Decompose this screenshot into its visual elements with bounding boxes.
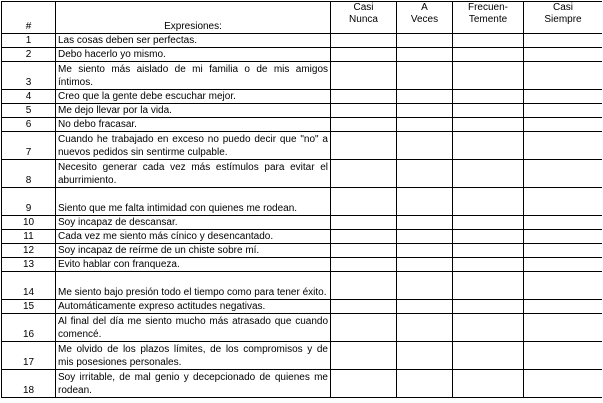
- table-row: [2, 104, 603, 118]
- row-expression: Me olvido de los plazos límites, de los compromisos y de mis posesiones personales.: [56, 342, 331, 370]
- header-a-veces: [397, 2, 453, 34]
- table-row: [2, 188, 603, 216]
- answer-cell-frecuentemente[interactable]: [453, 370, 524, 398]
- row-number: 7: [2, 132, 56, 160]
- answer-cell-casi-siempre[interactable]: [524, 118, 603, 132]
- row-number: 13: [2, 258, 56, 272]
- row-number: 3: [2, 62, 56, 90]
- answer-cell-a-veces[interactable]: [397, 104, 453, 118]
- row-expression: Soy incapaz de descansar.: [56, 216, 331, 230]
- answer-cell-casi-nunca[interactable]: [331, 90, 397, 104]
- answer-cell-casi-siempre[interactable]: [524, 34, 603, 48]
- answer-cell-casi-siempre[interactable]: [524, 188, 603, 216]
- table-row: [2, 258, 603, 272]
- row-number: 18: [2, 370, 56, 398]
- table-row: [2, 62, 603, 90]
- row-expression: Creo que la gente debe escuchar mejor.: [56, 90, 331, 104]
- row-expression: Siento que me falta intimidad con quienes me rodean.: [56, 188, 331, 216]
- table-row: [2, 230, 603, 244]
- row-expression: Cada vez me siento más cínico y desencantado.: [56, 230, 331, 244]
- answer-cell-casi-siempre[interactable]: [524, 230, 603, 244]
- answer-cell-a-veces[interactable]: [397, 300, 453, 314]
- answer-cell-casi-nunca[interactable]: [331, 160, 397, 188]
- answer-cell-casi-siempre[interactable]: [524, 258, 603, 272]
- answer-cell-a-veces[interactable]: [397, 90, 453, 104]
- row-expression: Las cosas deben ser perfectas.: [56, 34, 331, 48]
- answer-cell-casi-siempre[interactable]: [524, 90, 603, 104]
- answer-cell-frecuentemente[interactable]: [453, 272, 524, 300]
- header-casi-nunca: [331, 2, 397, 34]
- answer-cell-casi-nunca[interactable]: [331, 216, 397, 230]
- header-number: #: [2, 2, 56, 34]
- row-expression: Me siento bajo presión todo el tiempo como para tener éxito.: [56, 272, 331, 300]
- answer-cell-casi-nunca[interactable]: [331, 258, 397, 272]
- answer-cell-a-veces[interactable]: [397, 216, 453, 230]
- answer-cell-casi-nunca[interactable]: [331, 104, 397, 118]
- table-row: [2, 160, 603, 188]
- header-row: [2, 2, 603, 34]
- row-number: 16: [2, 314, 56, 342]
- answer-cell-casi-siempre[interactable]: [524, 48, 603, 62]
- answer-cell-a-veces[interactable]: [397, 272, 453, 300]
- table-row: [2, 272, 603, 300]
- answer-cell-casi-nunca[interactable]: [331, 34, 397, 48]
- answer-cell-a-veces[interactable]: [397, 188, 453, 216]
- table-row: [2, 34, 603, 48]
- answer-cell-casi-siempre[interactable]: [524, 160, 603, 188]
- row-expression: No debo fracasar.: [56, 118, 331, 132]
- row-expression: Debo hacerlo yo mismo.: [56, 48, 331, 62]
- answer-cell-casi-nunca[interactable]: [331, 272, 397, 300]
- row-number: 2: [2, 48, 56, 62]
- answer-cell-casi-nunca[interactable]: [331, 48, 397, 62]
- row-number: 5: [2, 104, 56, 118]
- table-row: [2, 216, 603, 230]
- header-a-veces-line1: A: [421, 2, 428, 13]
- answer-cell-casi-nunca[interactable]: [331, 230, 397, 244]
- row-expression: Me dejo llevar por la vida.: [56, 104, 331, 118]
- header-casi-nunca-line2: Nunca: [349, 13, 378, 25]
- table-row: [2, 132, 603, 160]
- answer-cell-frecuentemente[interactable]: [453, 258, 524, 272]
- answer-cell-frecuentemente[interactable]: [453, 342, 524, 370]
- answer-cell-a-veces[interactable]: [397, 230, 453, 244]
- answer-cell-frecuentemente[interactable]: [453, 62, 524, 90]
- questionnaire-table: [1, 1, 602, 398]
- answer-cell-casi-nunca[interactable]: [331, 118, 397, 132]
- table-row: [2, 118, 603, 132]
- header-casi-siempre-line1: Casi: [552, 2, 573, 13]
- answer-cell-a-veces[interactable]: [397, 258, 453, 272]
- answer-cell-casi-siempre[interactable]: [524, 104, 603, 118]
- answer-cell-frecuentemente[interactable]: [453, 230, 524, 244]
- header-frecuentemente-line2: Temente: [468, 13, 508, 25]
- row-number: 15: [2, 300, 56, 314]
- answer-cell-frecuentemente[interactable]: [453, 216, 524, 230]
- answer-cell-a-veces[interactable]: [397, 34, 453, 48]
- table-row: [2, 48, 603, 62]
- questionnaire-sheet: [1, 1, 602, 403]
- answer-cell-a-veces[interactable]: [397, 62, 453, 90]
- answer-cell-a-veces[interactable]: [397, 244, 453, 258]
- row-number: 10: [2, 216, 56, 230]
- header-casi-nunca-line1: Casi: [353, 2, 374, 13]
- answer-cell-a-veces[interactable]: [397, 370, 453, 398]
- answer-cell-casi-nunca[interactable]: [331, 62, 397, 90]
- answer-cell-a-veces[interactable]: [397, 132, 453, 160]
- answer-cell-frecuentemente[interactable]: [453, 314, 524, 342]
- answer-cell-frecuentemente[interactable]: [453, 90, 524, 104]
- table-row: [2, 300, 603, 314]
- answer-cell-a-veces[interactable]: [397, 342, 453, 370]
- row-expression: Soy irritable, de mal genio y decepcionado de quienes me rodean.: [56, 370, 331, 398]
- row-number: 4: [2, 90, 56, 104]
- row-number: 6: [2, 118, 56, 132]
- answer-cell-casi-nunca[interactable]: [331, 132, 397, 160]
- row-expression: Necesito generar cada vez más estímulos para evitar el aburrimiento.: [56, 160, 331, 188]
- row-expression: Cuando he trabajado en exceso no puedo decir que "no" a nuevos pedidos sin sentirme culpable.: [56, 132, 331, 160]
- table-row: [2, 90, 603, 104]
- answer-cell-frecuentemente[interactable]: [453, 48, 524, 62]
- answer-cell-a-veces[interactable]: [397, 118, 453, 132]
- answer-cell-casi-siempre[interactable]: [524, 314, 603, 342]
- answer-cell-casi-siempre[interactable]: [524, 132, 603, 160]
- answer-cell-casi-nunca[interactable]: [331, 300, 397, 314]
- answer-cell-a-veces[interactable]: [397, 314, 453, 342]
- questionnaire-body: [2, 34, 603, 398]
- answer-cell-casi-nunca[interactable]: [331, 188, 397, 216]
- answer-cell-casi-siempre[interactable]: [524, 244, 603, 258]
- answer-cell-casi-siempre[interactable]: [524, 300, 603, 314]
- header-frecuentemente-line1: Frecuen-: [467, 2, 508, 13]
- answer-cell-casi-siempre[interactable]: [524, 62, 603, 90]
- table-row: [2, 314, 603, 342]
- answer-cell-casi-siempre[interactable]: [524, 342, 603, 370]
- row-number: 8: [2, 160, 56, 188]
- header-expression: Expresiones:: [56, 2, 331, 34]
- row-number: 12: [2, 244, 56, 258]
- answer-cell-a-veces[interactable]: [397, 48, 453, 62]
- header-a-veces-line2: Veces: [410, 13, 439, 25]
- answer-cell-frecuentemente[interactable]: [453, 132, 524, 160]
- header-casi-siempre-line2: Siempre: [544, 13, 582, 25]
- answer-cell-casi-nunca[interactable]: [331, 314, 397, 342]
- table-row: [2, 244, 603, 258]
- answer-cell-a-veces[interactable]: [397, 160, 453, 188]
- row-expression: Al final del día me siento mucho más atrasado que cuando comencé.: [56, 314, 331, 342]
- row-expression: Evito hablar con franqueza.: [56, 258, 331, 272]
- answer-cell-frecuentemente[interactable]: [453, 118, 524, 132]
- table-row: [2, 342, 603, 370]
- answer-cell-casi-nunca[interactable]: [331, 342, 397, 370]
- table-row: [2, 370, 603, 398]
- row-number: 9: [2, 188, 56, 216]
- answer-cell-casi-siempre[interactable]: [524, 370, 603, 398]
- row-number: 17: [2, 342, 56, 370]
- answer-cell-casi-nunca[interactable]: [331, 244, 397, 258]
- row-expression: Soy incapaz de reírme de un chiste sobre mí.: [56, 244, 331, 258]
- answer-cell-frecuentemente[interactable]: [453, 104, 524, 118]
- answer-cell-frecuentemente[interactable]: [453, 244, 524, 258]
- row-expression: Automáticamente expreso actitudes negativas.: [56, 300, 331, 314]
- row-number: 11: [2, 230, 56, 244]
- answer-cell-frecuentemente[interactable]: [453, 300, 524, 314]
- answer-cell-casi-siempre[interactable]: [524, 216, 603, 230]
- answer-cell-casi-siempre[interactable]: [524, 272, 603, 300]
- header-frecuentemente: [453, 2, 524, 34]
- answer-cell-frecuentemente[interactable]: [453, 188, 524, 216]
- row-expression: Me siento más aislado de mi familia o de mis amigos íntimos.: [56, 62, 331, 90]
- answer-cell-frecuentemente[interactable]: [453, 160, 524, 188]
- answer-cell-casi-nunca[interactable]: [331, 370, 397, 398]
- row-number: 1: [2, 34, 56, 48]
- answer-cell-frecuentemente[interactable]: [453, 34, 524, 48]
- header-casi-siempre: [524, 2, 603, 34]
- row-number: 14: [2, 272, 56, 300]
